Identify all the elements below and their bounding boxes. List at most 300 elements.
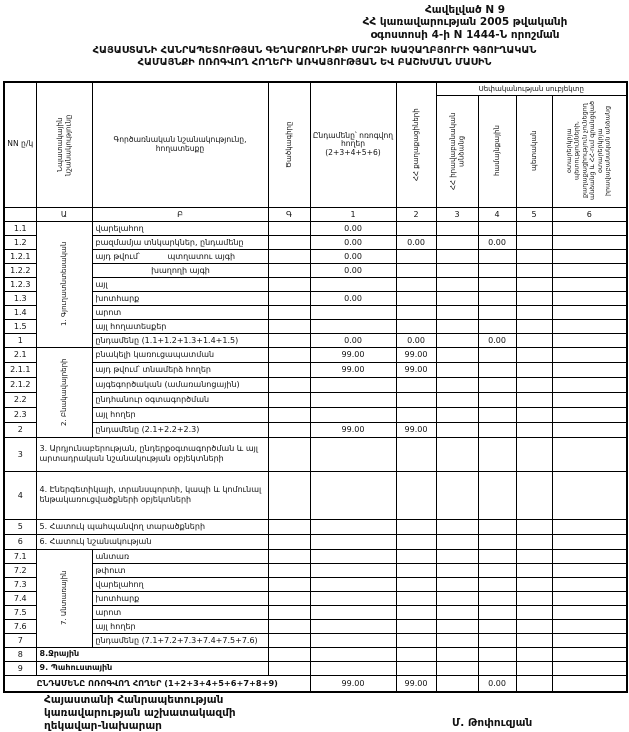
- value-cell: [552, 249, 627, 263]
- code-cell: [268, 605, 310, 619]
- row-number: 7.4: [4, 591, 36, 605]
- value-cell: [310, 619, 396, 633]
- value-cell: 0.00: [396, 235, 436, 249]
- row-label: 8.Ջրային: [36, 647, 268, 661]
- index-cell: 6: [552, 207, 627, 221]
- row-label: [92, 249, 268, 263]
- value-cell: [436, 534, 478, 549]
- code-cell: [268, 471, 310, 519]
- value-cell: [552, 647, 627, 661]
- row-label: վարելահող: [92, 221, 268, 235]
- value-cell: [552, 377, 627, 392]
- row-label: խոտհարք: [92, 291, 268, 305]
- value-cell: [396, 319, 436, 333]
- value-cell: [552, 577, 627, 591]
- code-cell: [268, 591, 310, 605]
- value-cell: [552, 305, 627, 319]
- row-label: 3. Արդյունաբերության, ընդերքօգտագործման և այլ արտադրական նշանակության օբյեկտների: [36, 437, 268, 471]
- row-label: ընդհանուր օգտագործման: [92, 392, 268, 407]
- index-cell: 3: [436, 207, 478, 221]
- value-cell: [310, 437, 396, 471]
- table-row: [4, 263, 627, 277]
- row-label-prefix: այդ թվում՝: [95, 251, 140, 261]
- row-label: այլ հողատեսքեր: [92, 319, 268, 333]
- value-cell: [552, 437, 627, 471]
- value-cell: [396, 605, 436, 619]
- value-cell: [552, 591, 627, 605]
- row-label: խոտհարք: [92, 591, 268, 605]
- value-cell: [552, 221, 627, 235]
- row-label: թփուտ: [92, 563, 268, 577]
- value-cell: [516, 675, 552, 692]
- column-header-foreign: [552, 95, 627, 207]
- value-cell: [552, 422, 627, 437]
- value-cell: [478, 291, 516, 305]
- table-row: [4, 534, 627, 549]
- value-cell: [396, 221, 436, 235]
- value-cell: [436, 519, 478, 534]
- grand-total-row: [4, 675, 627, 692]
- value-cell: [396, 305, 436, 319]
- value-cell: 99.00: [310, 675, 396, 692]
- value-cell: [396, 563, 436, 577]
- value-cell: 99.00: [396, 675, 436, 692]
- code-cell: [268, 633, 310, 647]
- code-cell: [268, 333, 310, 347]
- row-number: 1.3: [4, 291, 36, 305]
- index-cell: 5: [516, 207, 552, 221]
- code-cell: [268, 577, 310, 591]
- value-cell: [478, 377, 516, 392]
- code-cell: [268, 534, 310, 549]
- code-cell: [268, 392, 310, 407]
- code-cell: [268, 422, 310, 437]
- document-title: [0, 45, 629, 69]
- value-cell: [436, 591, 478, 605]
- value-cell: [436, 422, 478, 437]
- value-cell: 0.00: [310, 333, 396, 347]
- value-cell: [516, 347, 552, 362]
- value-cell: 0.00: [310, 221, 396, 235]
- value-cell: [436, 437, 478, 471]
- value-cell: [516, 437, 552, 471]
- value-cell: 0.00: [310, 263, 396, 277]
- value-cell: [310, 633, 396, 647]
- row-number: 2.3: [4, 407, 36, 422]
- value-cell: [310, 377, 396, 392]
- index-cell: 2: [396, 207, 436, 221]
- appendix-line: Հավելված N 9: [424, 4, 506, 16]
- value-cell: [552, 392, 627, 407]
- row-number: 3: [4, 437, 36, 471]
- column-header-functional: Գործառնական նշանակությունը, հողատեսքը: [92, 82, 268, 207]
- value-cell: [436, 633, 478, 647]
- value-cell: [436, 392, 478, 407]
- value-cell: [436, 577, 478, 591]
- value-cell: 99.00: [396, 347, 436, 362]
- value-cell: [478, 471, 516, 519]
- value-cell: [516, 249, 552, 263]
- code-cell: [268, 437, 310, 471]
- row-number: 7.2: [4, 563, 36, 577]
- code-cell: [268, 263, 310, 277]
- value-cell: [396, 471, 436, 519]
- table-row: [4, 319, 627, 333]
- row-number: 1.2.2: [4, 263, 36, 277]
- row-label: վարելահող: [92, 577, 268, 591]
- row-number: 2.2: [4, 392, 36, 407]
- column-header-purpose: [36, 82, 92, 207]
- value-cell: [478, 392, 516, 407]
- row-label: այլ հողեր: [92, 619, 268, 633]
- table-row: [4, 347, 627, 362]
- table-row: [4, 277, 627, 291]
- column-header-state: [516, 95, 552, 207]
- value-cell: [396, 577, 436, 591]
- row-number: 1.2.3: [4, 277, 36, 291]
- value-cell: [310, 471, 396, 519]
- code-cell: [268, 319, 310, 333]
- row-label: 6. Հատուկ նշանակության: [36, 534, 268, 549]
- column-header-community-text: համայնքային: [492, 125, 501, 177]
- value-cell: [310, 519, 396, 534]
- value-cell: [552, 519, 627, 534]
- code-cell: [268, 235, 310, 249]
- value-cell: [552, 549, 627, 563]
- value-cell: [478, 437, 516, 471]
- value-cell: [396, 377, 436, 392]
- code-cell: [268, 563, 310, 577]
- value-cell: [552, 633, 627, 647]
- value-cell: [516, 647, 552, 661]
- value-cell: [436, 249, 478, 263]
- row-label: այդ թվում՝ տնամերձ հողեր: [92, 362, 268, 377]
- value-cell: [310, 319, 396, 333]
- code-cell: [268, 619, 310, 633]
- value-cell: [396, 519, 436, 534]
- value-cell: 99.00: [396, 362, 436, 377]
- row-number: 2.1: [4, 347, 36, 362]
- code-cell: [268, 305, 310, 319]
- value-cell: [516, 392, 552, 407]
- value-cell: 0.00: [478, 235, 516, 249]
- value-cell: [396, 661, 436, 675]
- column-header-legal-text: ՀՀ իրավաբանական անձանց: [448, 112, 465, 190]
- code-cell: [268, 519, 310, 534]
- table-row: [4, 362, 627, 377]
- table-row: [4, 591, 627, 605]
- value-cell: [436, 235, 478, 249]
- value-cell: [436, 605, 478, 619]
- group-label-agricultural: 1. Գյուղատնտեսական: [36, 221, 92, 347]
- value-cell: [436, 471, 478, 519]
- value-cell: [516, 221, 552, 235]
- table-row: [4, 249, 627, 263]
- row-number: 7.1: [4, 549, 36, 563]
- value-cell: [436, 661, 478, 675]
- value-cell: [516, 471, 552, 519]
- appendix-line: օգոստոսի 4-ի N 1444-Ն որոշման: [370, 28, 560, 41]
- value-cell: [552, 319, 627, 333]
- value-cell: [396, 291, 436, 305]
- value-cell: [396, 591, 436, 605]
- signature-title-line: ղեկավար-նախարար: [44, 719, 162, 732]
- table-row: [4, 235, 627, 249]
- row-label-text: պտղատու այգի: [167, 251, 236, 261]
- value-cell: [516, 591, 552, 605]
- value-cell: [552, 534, 627, 549]
- value-cell: [552, 619, 627, 633]
- column-header-community: [478, 95, 516, 207]
- value-cell: [396, 647, 436, 661]
- column-header-legal: [436, 95, 478, 207]
- row-label: անտառ: [92, 549, 268, 563]
- irrigated-lands-table: [3, 81, 628, 693]
- value-cell: [552, 605, 627, 619]
- row-label: ընդամենը (1.1+1.2+1.3+1.4+1.5): [92, 333, 268, 347]
- value-cell: [396, 263, 436, 277]
- value-cell: [310, 277, 396, 291]
- value-cell: [478, 619, 516, 633]
- value-cell: [310, 605, 396, 619]
- value-cell: [552, 563, 627, 577]
- signature-title-line: Հայաստանի Հանրապետության: [44, 694, 224, 706]
- value-cell: [478, 605, 516, 619]
- appendix-note: [310, 4, 620, 41]
- value-cell: 99.00: [310, 347, 396, 362]
- column-header-ownership-band: Սեփականության սուբյեկտը: [436, 82, 627, 95]
- table-row: [4, 305, 627, 319]
- row-number: 6: [4, 534, 36, 549]
- value-cell: [552, 362, 627, 377]
- code-cell: [268, 221, 310, 235]
- row-number: 2.1.2: [4, 377, 36, 392]
- value-cell: [478, 563, 516, 577]
- code-cell: [268, 647, 310, 661]
- row-label: 5. Հատուկ պահպանվող տարածքների: [36, 519, 268, 534]
- row-label: խաղողի այգի: [92, 263, 268, 277]
- index-cell: Ա: [36, 207, 92, 221]
- row-number: 1.4: [4, 305, 36, 319]
- row-number: 1.1: [4, 221, 36, 235]
- value-cell: [478, 549, 516, 563]
- group-label-forest: 7. Անտառային: [36, 549, 92, 647]
- value-cell: [516, 305, 552, 319]
- value-cell: [516, 362, 552, 377]
- value-cell: [478, 305, 516, 319]
- column-header-citizens-text: ՀՀ քաղաքացիների: [411, 108, 420, 182]
- table-row: [4, 577, 627, 591]
- table-row: [4, 563, 627, 577]
- value-cell: [552, 291, 627, 305]
- value-cell: 0.00: [310, 249, 396, 263]
- index-cell: [4, 207, 36, 221]
- value-cell: [310, 647, 396, 661]
- row-number: 7.5: [4, 605, 36, 619]
- value-cell: 0.00: [478, 333, 516, 347]
- table-row: [4, 661, 627, 675]
- row-label: բազմամյա տնկարկներ, ընդամենը: [92, 235, 268, 249]
- title-line: ՀԱՅԱՍՏԱՆԻ ՀԱՆՐԱՊԵՏՈՒԹՅԱՆ ԳԵՂԱՐՔՈՒՆԻՔԻ ՄԱՐԶԻ ԽԱՉԱՂԲՅՈՒՐԻ ԳՅՈՒՂԱԿԱՆ: [92, 45, 537, 56]
- table-row: [4, 377, 627, 392]
- group-label-settlements: 2. Բնակավայրերի: [36, 347, 92, 437]
- value-cell: [552, 333, 627, 347]
- value-cell: [396, 249, 436, 263]
- value-cell: [436, 563, 478, 577]
- value-cell: [310, 407, 396, 422]
- value-cell: [516, 661, 552, 675]
- value-cell: 0.00: [310, 291, 396, 305]
- table-row: [4, 633, 627, 647]
- column-header-foreign-text: օտարերկրյա պետությունների, քաղաքացիություն չունեցող անձանց և ՀՀ-ում գրանցված օտարերկրյա իրավաբանական անձանց: [565, 101, 612, 201]
- appendix-line: ՀՀ կառավարության 2005 թվականի: [362, 16, 568, 29]
- value-cell: [436, 277, 478, 291]
- value-cell: [478, 591, 516, 605]
- column-header-state-text: պետական: [529, 130, 538, 172]
- value-cell: 99.00: [310, 422, 396, 437]
- value-cell: [478, 277, 516, 291]
- value-cell: [516, 235, 552, 249]
- value-cell: [516, 534, 552, 549]
- code-cell: [268, 407, 310, 422]
- row-number: 7.6: [4, 619, 36, 633]
- value-cell: [552, 277, 627, 291]
- value-cell: [396, 277, 436, 291]
- value-cell: [516, 619, 552, 633]
- value-cell: [310, 591, 396, 605]
- value-cell: [478, 249, 516, 263]
- row-number: 7: [4, 633, 36, 647]
- value-cell: [516, 277, 552, 291]
- table-row: [4, 549, 627, 563]
- table-row: [4, 437, 627, 471]
- value-cell: [310, 661, 396, 675]
- value-cell: [478, 263, 516, 277]
- value-cell: [516, 549, 552, 563]
- value-cell: [310, 549, 396, 563]
- index-cell: 1: [310, 207, 396, 221]
- value-cell: [478, 422, 516, 437]
- column-header-code-text: Ծածկագիրը: [284, 121, 293, 168]
- code-cell: [268, 347, 310, 362]
- value-cell: [396, 437, 436, 471]
- value-cell: [478, 647, 516, 661]
- value-cell: [436, 362, 478, 377]
- row-label: այլ: [92, 277, 268, 291]
- row-number: 1.2.1: [4, 249, 36, 263]
- value-cell: [436, 221, 478, 235]
- value-cell: [516, 407, 552, 422]
- value-cell: [478, 347, 516, 362]
- value-cell: [478, 661, 516, 675]
- row-number: 2.1.1: [4, 362, 36, 377]
- table-row: [4, 619, 627, 633]
- row-label: այգեգործական (ամառանոցային): [92, 377, 268, 392]
- value-cell: [516, 605, 552, 619]
- value-cell: [516, 263, 552, 277]
- value-cell: [396, 407, 436, 422]
- value-cell: [310, 392, 396, 407]
- value-cell: [436, 619, 478, 633]
- table-row: [4, 407, 627, 422]
- table-row: [4, 519, 627, 534]
- value-cell: [396, 392, 436, 407]
- table-row: [4, 647, 627, 661]
- value-cell: [478, 577, 516, 591]
- value-cell: [396, 619, 436, 633]
- column-header-total: Ընդամենը՝ ոռոգվող հողեր (2+3+4+5+6): [310, 82, 396, 207]
- code-cell: [268, 249, 310, 263]
- code-cell: [268, 362, 310, 377]
- row-number: 4: [4, 471, 36, 519]
- value-cell: [552, 347, 627, 362]
- column-header-code: [268, 82, 310, 207]
- code-cell: [268, 549, 310, 563]
- signature-title: [44, 694, 236, 732]
- table-row: [4, 422, 627, 437]
- row-label: արոտ: [92, 605, 268, 619]
- value-cell: [436, 263, 478, 277]
- value-cell: [478, 407, 516, 422]
- value-cell: [516, 519, 552, 534]
- value-cell: [436, 305, 478, 319]
- row-number: 7.3: [4, 577, 36, 591]
- value-cell: [310, 577, 396, 591]
- value-cell: [436, 347, 478, 362]
- grand-total-label: ԸՆԴԱՄԵՆԸ ՈՌՈԳՎՈՂ ՀՈՂԵՐ (1+2+3+4+5+6+7+8+9): [4, 675, 310, 692]
- index-cell: Բ: [92, 207, 268, 221]
- value-cell: [436, 291, 478, 305]
- code-cell: [268, 291, 310, 305]
- row-label: ընդամենը (2.1+2.2+2.3): [92, 422, 268, 437]
- column-header-purpose-text: Նպատակային նշանակությունը: [55, 114, 72, 176]
- value-cell: [552, 661, 627, 675]
- value-cell: [396, 534, 436, 549]
- value-cell: [478, 534, 516, 549]
- value-cell: [436, 407, 478, 422]
- row-number: 1.5: [4, 319, 36, 333]
- value-cell: [552, 471, 627, 519]
- value-cell: [478, 519, 516, 534]
- signature-name: Մ. Թոփուզյան: [452, 717, 533, 729]
- value-cell: [516, 291, 552, 305]
- signature-title-line: կառավարության աշխատակազմի: [44, 706, 236, 719]
- value-cell: [436, 377, 478, 392]
- value-cell: [478, 221, 516, 235]
- row-number: 5: [4, 519, 36, 534]
- table-row: [4, 605, 627, 619]
- value-cell: [552, 407, 627, 422]
- value-cell: 0.00: [310, 235, 396, 249]
- table-row: [4, 471, 627, 519]
- table-row: [4, 392, 627, 407]
- code-cell: [268, 377, 310, 392]
- row-label: ընդամենը (7.1+7.2+7.3+7.4+7.5+7.6): [92, 633, 268, 647]
- index-cell: 4: [478, 207, 516, 221]
- row-number: 2: [4, 422, 36, 437]
- value-cell: 0.00: [478, 675, 516, 692]
- row-label: 4. Էներգետիկայի, տրանսպորտի, կապի և կոմունալ ենթակառուցվածքների օբյեկտների: [36, 471, 268, 519]
- title-line: ՀԱՄԱՅՆՔԻ ՈՌՈԳՎՈՂ ՀՈՂԵՐԻ ԱՌԿԱՅՈՒԹՅԱՆ ԵՎ ԲԱՇԽՄԱՆ ՄԱՍԻՆ: [137, 56, 492, 68]
- value-cell: [478, 633, 516, 647]
- value-cell: [516, 633, 552, 647]
- value-cell: [396, 633, 436, 647]
- column-header-nn: NN ը/կ: [4, 82, 36, 207]
- code-cell: [268, 661, 310, 675]
- value-cell: [396, 549, 436, 563]
- value-cell: [436, 333, 478, 347]
- row-label: բնակելի կառուցապատման: [92, 347, 268, 362]
